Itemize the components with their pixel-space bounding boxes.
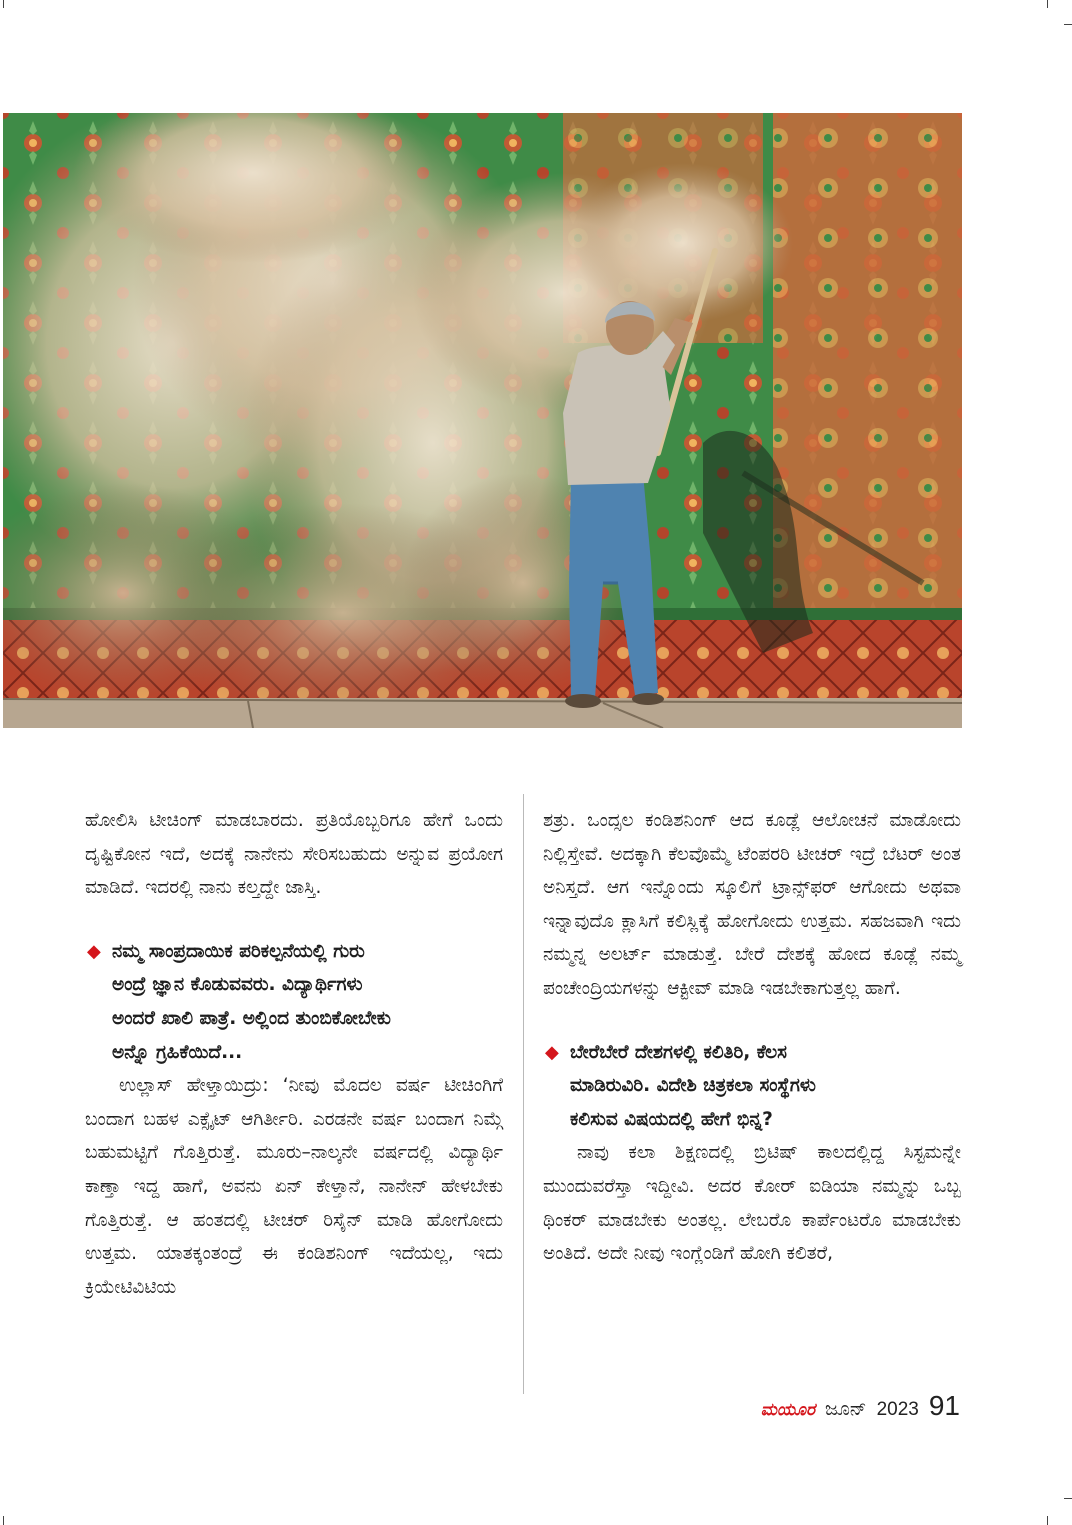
question-line: ಅಂದ್ರೆ ಜ್ಞಾನ ಕೊಡುವವರು. ವಿದ್ಯಾರ್ಥಿಗಳು: [112, 974, 363, 996]
right-paragraph-2: ನಾವು ಕಲಾ ಶಿಕ್ಷಣದಲ್ಲಿ ಬ್ರಿಟಿಷ್ ಕಾಲದಲ್ಲಿದ್ದ ಸಿಸ್ಟಮನ್ನೇ ಮುಂದುವರೆಸ್ತಾ ಇದ್ದೀವಿ. ಅದರ ಕೋರ್ ಐಡಿಯಾ ನಮ್ಮನ್ನು ಒಬ್ಬ ಥಿಂಕರ್ ಮಾಡಬೇಕು ಅಂತಲ್ಲ. ಲೇಬರೊ ಕಾರ್ಪೆಂಟರೊ ಮಾಡಬೇಕು ಅಂತಿದೆ. ಅದೇ ನೀವು ಇಂಗ್ಲೆಂಡಿಗೆ ಹೋಗಿ ಕಲಿತರೆ,: [543, 1142, 961, 1265]
question-line: ಅಂದರೆ ಖಾಲಿ ಪಾತ್ರೆ. ಅಲ್ಲಿಂದ ತುಂಬಿಕೋಬೇಕು: [112, 1007, 391, 1029]
diamond-bullet-icon: ◆: [545, 1041, 559, 1063]
crop-mark-right-upper: [1064, 24, 1072, 25]
column-divider: [523, 794, 524, 1394]
diamond-bullet-icon: ◆: [87, 940, 101, 962]
question-block-right: [543, 1036, 961, 1137]
question-line: ಬೇರೆಬೇರೆ ದೇಶಗಳಲ್ಲಿ ಕಲಿತಿರಿ, ಕೆಲಸ: [570, 1041, 787, 1063]
crop-mark-top-left: [3, 0, 4, 8]
article-column-right: [543, 804, 961, 1271]
issue-year: 2023: [876, 1399, 919, 1420]
article-column-left: [85, 804, 503, 1304]
crop-mark-right-lower: [1064, 1498, 1072, 1499]
carpet-dusting-photo: [3, 113, 962, 728]
carpet-dusting-photo-icon: [3, 113, 962, 728]
left-paragraph-1: ಹೋಲಿಸಿ ಟೀಚಿಂಗ್ ಮಾಡಬಾರದು. ಪ್ರತಿಯೊಬ್ಬರಿಗೂ ಹೇಗೆ ಒಂದು ದೃಷ್ಟಿಕೋನ ಇದೆ, ಅದಕ್ಕೆ ನಾನೇನು ಸೇರಿಸಬಹುದು ಅನ್ನುವ ಪ್ರಯೋಗ ಮಾಡಿದೆ. ಇದರಲ್ಲಿ ನಾನು ಕಲ್ತದ್ದೇ ಜಾಸ್ತಿ.: [85, 810, 503, 899]
question-line: ಅನ್ನೊ ಗ್ರಹಿಕೆಯಿದೆ...: [112, 1041, 243, 1063]
right-paragraph-1: ಶತ್ರು. ಒಂದ್ಸಲ ಕಂಡಿಶನಿಂಗ್ ಆದ ಕೂಡ್ಲೆ ಆಲೋಚನೆ ಮಾಡೋದು ನಿಲ್ಲಿಸ್ತೇವೆ. ಅದಕ್ಕಾಗಿ ಕೆಲವೊಮ್ಮೆ ಟೆಂಪರರಿ ಟೀಚರ್ ಇದ್ರೆ ಬೆಟರ್ ಅಂತ ಅನಿಸ್ತದೆ. ಆಗ ಇನ್ನೊಂದು ಸ್ಕೂಲಿಗೆ ಟ್ರಾನ್ಸ್‌ಫರ್ ಆಗೋದು ಅಥವಾ ಇನ್ನಾವುದೊ ಕ್ಲಾಸಿಗೆ ಕಲಿಸ್ಲಿಕ್ಕೆ ಹೋಗೋದು ಉತ್ತಮ. ಸಹಜವಾಗಿ ಇದು ನಮ್ಮನ್ನ ಅಲರ್ಟ್ ಮಾಡುತ್ತೆ. ಬೇರೆ ದೇಶಕ್ಕೆ ಹೋದ ಕೂಡ್ಲೆ ನಮ್ಮ ಪಂಚೇಂದ್ರಿಯಗಳನ್ನು ಆಕ್ಟೀವ್ ಮಾಡಿ ಇಡಬೇಕಾಗುತ್ತಲ್ಲ ಹಾಗೆ.: [543, 810, 961, 999]
crop-mark-bottom-right: [1047, 1516, 1048, 1525]
issue-month: ಜೂನ್: [824, 1399, 867, 1420]
crop-mark-top-right: [1047, 0, 1048, 8]
question-line: ಕಲಿಸುವ ವಿಷಯದಲ್ಲಿ ಹೇಗೆ ಭಿನ್ನ?: [570, 1108, 773, 1130]
question-line: ನಮ್ಮ ಸಾಂಪ್ರದಾಯಿಕ ಪರಿಕಲ್ಪನೆಯಲ್ಲಿ ಗುರು: [112, 940, 365, 962]
question-block-left: [85, 935, 503, 1069]
crop-mark-bottom-left: [3, 1516, 4, 1525]
page-footer: [761, 1390, 960, 1422]
question-line: ಮಾಡಿರುವಿರಿ. ವಿದೇಶಿ ಚಿತ್ರಕಲಾ ಸಂಸ್ಥೆಗಳು: [570, 1075, 816, 1097]
page-number: 91: [928, 1390, 960, 1421]
left-paragraph-2: ಉಲ್ಲಾಸ್ ಹೇಳ್ತಾಯಿದ್ರು: ‘ನೀವು ಮೊದಲ ವರ್ಷ ಟೀಚಿಂಗಿಗೆ ಬಂದಾಗ ಬಹಳ ಎಕ್ಸೈಟ್ ಆಗಿರ್ತೀರಿ. ಎರಡನೇ ವರ್ಷ ಬಂದಾಗ ನಿಮ್ಗೆ ಬಹುಮಟ್ಟಿಗೆ ಗೊತ್ತಿರುತ್ತೆ. ಮೂರು–ನಾಲ್ಕನೇ ವರ್ಷದಲ್ಲಿ ವಿದ್ಯಾರ್ಥಿ ಕಾಣ್ತಾ ಇದ್ದ ಹಾಗೆ, ಅವನು ಏನ್ ಕೇಳ್ತಾನೆ, ನಾನೇನ್ ಹೇಳಬೇಕು ಗೊತ್ತಿರುತ್ತೆ. ಆ ಹಂತದಲ್ಲಿ ಟೀಚರ್ ರಿಸೈನ್ ಮಾಡಿ ಹೋಗೋದು ಉತ್ತಮ. ಯಾತಕ್ಕಂತಂದ್ರೆ ಈ ಕಂಡಿಶನಿಂಗ್ ಇದೆಯಲ್ಲ, ಇದು ಕ್ರಿಯೇಟಿವಿಟಿಯ: [85, 1075, 503, 1298]
magazine-brand: ಮಯೂರ: [760, 1400, 815, 1420]
